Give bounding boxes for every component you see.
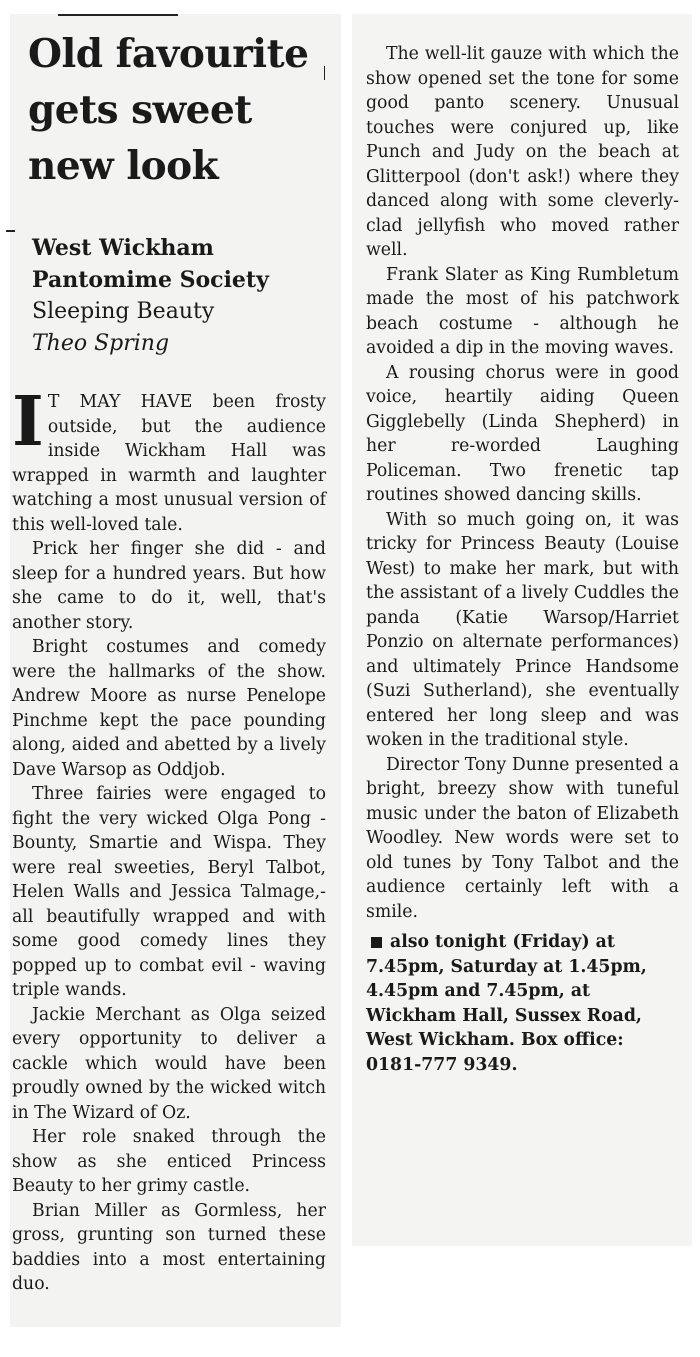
performance-info-text: also tonight (Friday) at 7.45pm, Saturday at 1.45pm, 4.45pm and 7.45pm, at Wickham Hall, Sussex Road, West Wickham. Box office: 0181-777 9349. [366, 932, 647, 1075]
article-body-left [12, 382, 326, 1294]
article-body-right [366, 42, 679, 924]
article-left-column [12, 20, 326, 1294]
headline-line: Old favourite [28, 31, 309, 77]
show-title: Sleeping Beauty [32, 299, 215, 324]
society-name: West Wickham [32, 235, 214, 261]
square-bullet-icon [371, 937, 382, 948]
article-right-column [366, 42, 679, 1077]
headline-line: new look [28, 143, 219, 189]
scan-edge-mark [58, 14, 178, 16]
paragraph: Bright costumes and comedy were the hallmarks of the show. Andrew Moore as nurse Penelope Pinchme kept the pace pounding along, aided and abetted by a lively Dave Warsop as Oddjob. [12, 637, 326, 780]
performance-info [366, 930, 679, 1077]
paragraph: Director Tony Dunne presented a bright, breezy show with tuneful music under the baton of Elizabeth Woodley. New words were set to old tunes by Tony Talbot and the audience certainly left with a smile. [366, 754, 679, 922]
article-headline [28, 26, 326, 194]
paragraph: With so much going on, it was tricky for Princess Beauty (Louise West) to make her mark, but with the assistant of a lively Cuddles the panda (Katie Warsop/Harriet Ponzio on alternate performances) and ultimately Prince Handsome (Suzi Sutherland), she eventually entered her long sleep and was woken in the traditional style. [366, 509, 679, 750]
paragraph: Frank Slater as King Rumbletum made the most of his patchwork beach costume - although he avoided a dip in the moving waves. [366, 264, 679, 358]
drop-cap: I [12, 382, 44, 462]
paragraph: Her role snaked through the show as she enticed Princess Beauty to her grimy castle. [12, 1127, 326, 1196]
paragraph: Jackie Merchant as Olga seized every opportunity to deliver a cackle which would have been proudly owned by the wicked witch in The Wizard of Oz. [12, 1004, 326, 1123]
review-byline [32, 232, 326, 360]
paragraph: Three fairies were engaged to fight the very wicked Olga Pong - Bounty, Smartie and Wispa. They were real sweeties, Beryl Talbot, Helen Walls and Jessica Talmage,- all beautifully wrapped and with some good comedy lines they popped up to combat evil - waving triple wands. [12, 784, 326, 1000]
author-name: Theo Spring [32, 331, 170, 356]
paragraph: A rousing chorus were in good voice, heartily aiding Queen Gigglebelly (Linda Shepherd) in her re-worded Laughing Policeman. Two frenetic tap routines showed dancing skills. [366, 362, 679, 505]
headline-line: gets sweet [28, 87, 252, 133]
paragraph-text: T MAY HAVE been frosty outside, but the audience inside Wickham Hall was wrapped in warmth and laughter watching a most unusual version of this well-loved tale. [12, 392, 326, 535]
paragraph [12, 382, 326, 537]
paragraph: Brian Miller as Gormless, her gross, grunting son turned these baddies into a most entertaining duo. [12, 1200, 326, 1294]
paragraph: Prick her finger she did - and sleep for a hundred years. But how she came to do it, well, that's another story. [12, 539, 326, 633]
society-name: Pantomime Society [32, 267, 269, 293]
paragraph: The well-lit gauze with which the show opened set the tone for some good panto scenery. Unusual touches were conjured up, like Punch and Judy on the beach at Glitterpool (don't ask!) where they danced along with some cleverly-clad jellyfish who moved rather well. [366, 44, 679, 260]
